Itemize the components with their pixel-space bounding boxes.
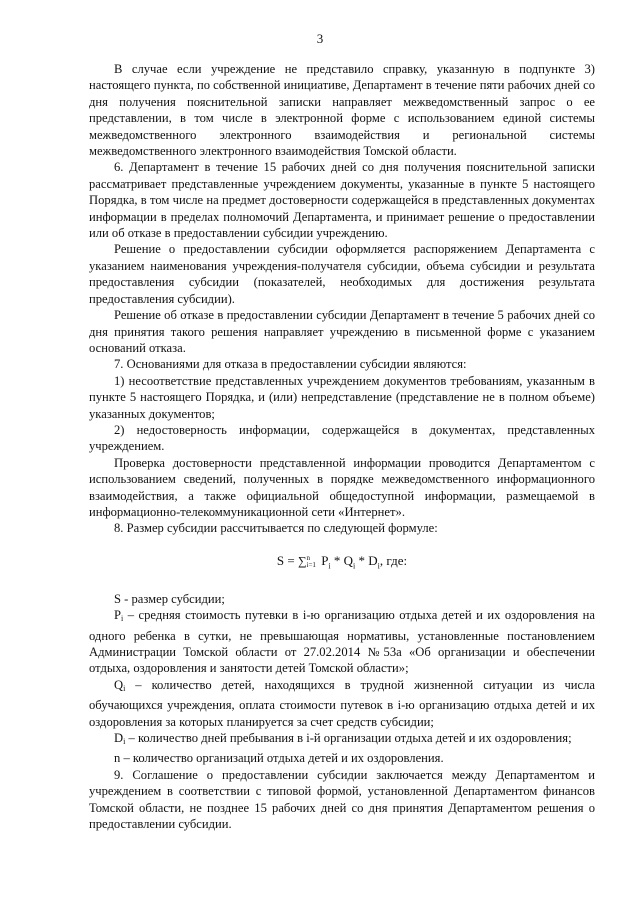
paragraph-item-7: 7. Основаниями для отказа в предоставлении субсидии являются: (114, 357, 467, 372)
definition-d-index: i (123, 737, 126, 747)
definition-p-text: – средняя стоимость путевки в i-ю организацию отдыха детей и их оздоровления на одного ребенка в сутки, не превышающая нормативы, установленные постановлением Администрации Томской области от 27.02.2014 №53а «Об организации и обеспечении отдыха, оздоровления и занятости детей Томской области»; (89, 608, 595, 676)
paragraph-reason-1: 1) несоответствие представленных учреждением документов требованиям, указанным в пункте 5 настоящего Порядка, и (или) непредставление (представление не в полном объеме) указанных документов; (89, 373, 595, 421)
paragraph-reason-2: 2) недостоверность информации, содержащейся в документах, представленных учреждением. (89, 422, 595, 454)
paragraph-decision-refusal: Решение об отказе в предоставлении субсидии Департамент в течение 5 рабочих дней со дня принятия такого решения направляет учреждению в письменной форме с указанием оснований отказа. (89, 308, 595, 355)
formula-sum-upper: n (306, 553, 311, 562)
formula-sum-limits (307, 555, 316, 569)
definition-s: S - размер субсидии; (114, 591, 225, 606)
definition-q-symbol: Q (114, 677, 124, 692)
definition-p-index: i (121, 614, 124, 624)
definition-d-symbol: D (114, 731, 124, 746)
definition-p (89, 607, 595, 677)
definition-q-text: – количество детей, находящихся в трудной жизненной ситуации из числа обучающихся учреждения, оплата стоимости путевок в i-ю организацию отдыха детей и их оздоровления за которых планируется за счет средств субсидии; (89, 677, 595, 729)
definition-d (89, 730, 595, 750)
formula-d-index: i (377, 561, 380, 571)
formula-q-index: i (353, 561, 356, 571)
paragraph-verification: Проверка достоверности представленной информации проводится Департаментом с использованием сведений, полученных в порядке межведомственного информационного взаимодействия, а также официальной общедоступной информации, размещаемой в информационно-телекоммуникационной сети «Интернет». (89, 455, 595, 519)
formula-d: D (368, 552, 378, 568)
paragraph-item-8: 8. Размер субсидии рассчитывается по следующей формуле: (114, 521, 438, 536)
formula-lhs: S = (276, 552, 295, 568)
formula-op-2: * (358, 552, 366, 568)
formula-p-index: i (328, 561, 331, 571)
formula-sum-sign: ∑ (297, 553, 307, 568)
paragraph-item-9: 9. Соглашение о предоставлении субсидии заключается между Департаментом и учреждением в соответствии с типовой формой, установленной Департаментом финансов Томской области, не позднее 15 рабочих дней со дня принятия Департаментом решения о предоставлении субсидии. (89, 767, 595, 832)
document-body (89, 61, 595, 832)
definition-n: n – количество организаций отдыха детей и их оздоровления. (114, 751, 444, 766)
definition-d-text: – количество дней пребывания в i-й организации отдыха детей и их оздоровления; (125, 731, 572, 746)
formula-p: P (321, 552, 329, 568)
paragraph-decision-grant: Решение о предоставлении субсидии оформляется распоряжением Департамента с указанием наименования учреждения-получателя субсидии, объема субсидии и результата предоставления субсидии (показателей, необходимых для достижения результата предоставления субсидии). (89, 242, 595, 306)
paragraph-item-6: 6. Департамент в течение 15 рабочих дней со дня получения пояснительной записки рассматривает представленные учреждением документы, указанные в пункте 5 настоящего Порядка, в том числе на предмет достоверности содержащейся в представленных документах информации в пределах полномочий Департамента, и принимает решение о предоставлении или об отказе в предоставлении субсидии учреждению. (89, 160, 595, 241)
paragraph-request: В случае если учреждение не представило справку, указанную в подпункте 3) настоящего пункта, по собственной инициативе, Департамент в течение пяти рабочих дней со дня получения пояснительной записки направляет межведомственный запрос о ее представлении, в том числе в электронной форме с использованием единой системы межведомственного электронного взаимодействия и региональной системы межведомственного электронного взаимодействия Томской области. (89, 62, 595, 159)
formula-q: Q (343, 552, 354, 568)
formula-op-1: * (333, 552, 341, 568)
definition-q-index: i (123, 683, 126, 693)
subsidy-formula (89, 553, 595, 575)
definition-q (89, 677, 595, 730)
definition-p-symbol: P (114, 608, 122, 623)
formula-sum-lower: i=1 (306, 560, 316, 569)
formula-tail: , где: (379, 552, 408, 568)
page-number: 3 (316, 31, 324, 46)
